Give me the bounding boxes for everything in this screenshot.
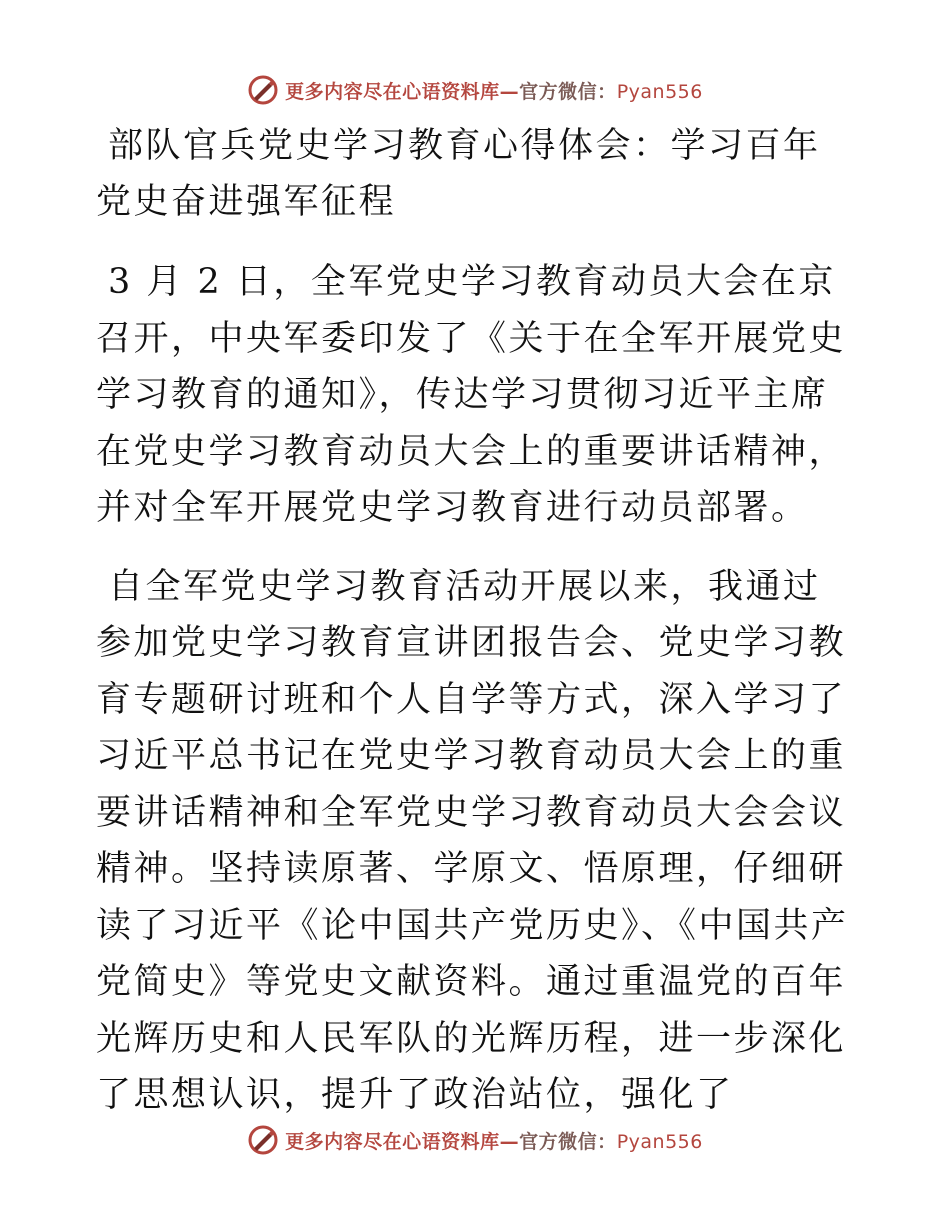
wechat-label: 官方微信： (519, 80, 617, 103)
header-banner (0, 70, 950, 110)
wechat-label: 官方微信： (519, 1130, 617, 1153)
paragraph-2: 自全军党史学习教育活动开展以来，我通过参加党史学习教育宣讲团报告会、党史学习教育专题研讨班和个人自学等方式，深入学习了习近平总书记在党史学习教育动员大会上的重要讲话精神和全军党史学习教育动员大会会议精神。坚持读原著、学原文、悟原理，仔细研读了习近平《论中国共产党历史》、《中国共产党简史》等党史文献资料。通过重温党的百年光辉历史和人民军队的光辉历程，进一步深化了思想认识，提升了政治站位，强化了 (96, 566, 849, 1115)
promo-separator: — (499, 1130, 520, 1153)
header-promo (285, 77, 703, 104)
document-body (96, 118, 856, 1146)
pen-in-circle-icon (247, 74, 279, 106)
document-title: 部队官兵党史学习教育心得体会：学习百年党史奋进强军征程 (96, 126, 821, 222)
promo-separator: — (499, 80, 520, 103)
pen-in-circle-icon (247, 1124, 279, 1156)
promo-text: 更多内容尽在心语资料库 (285, 80, 500, 103)
paragraph-1: 3 月 2 日，全军党史学习教育动员大会在京召开，中央军委印发了《关于在全军开展党史学习教育的通知》，传达学习贯彻习近平主席在党史学习教育动员大会上的重要讲话精神，并对全军开展党史学习教育进行动员部署。 (96, 262, 847, 528)
wechat-id: Pyan556 (616, 80, 703, 103)
footer-banner (0, 1120, 950, 1160)
footer-promo (285, 1127, 703, 1154)
promo-text: 更多内容尽在心语资料库 (285, 1130, 500, 1153)
wechat-id: Pyan556 (616, 1130, 703, 1153)
